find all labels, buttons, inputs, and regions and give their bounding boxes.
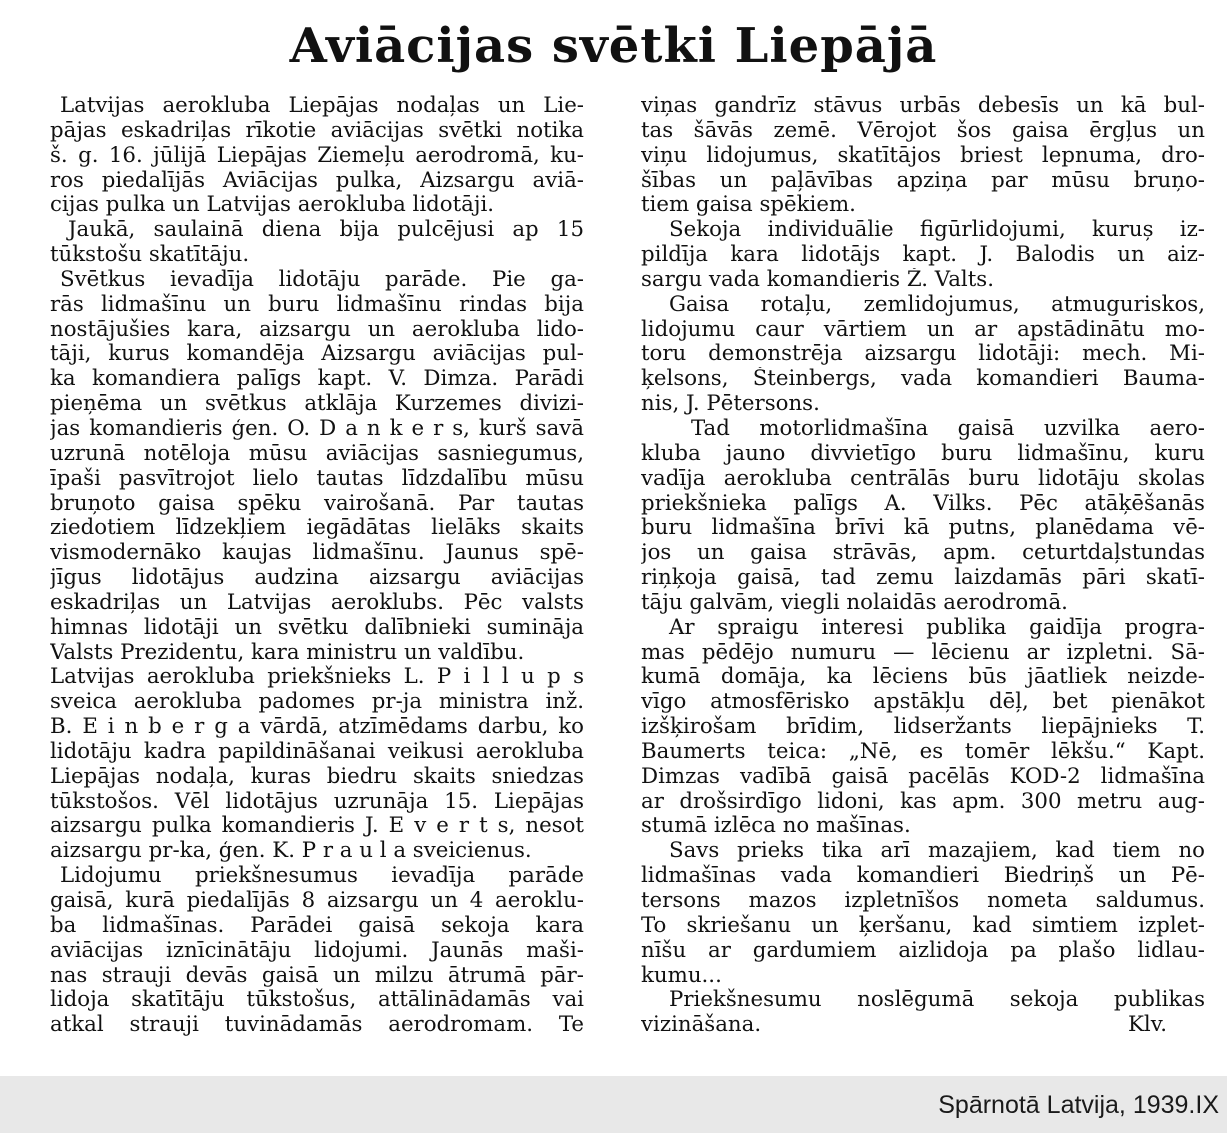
text-line: pildīja kara lidotājs kapt. J. Balodis un aiz- <box>641 243 1205 268</box>
text-line: eskadriļas un Latvijas aeroklubs. Pēc valsts <box>50 590 584 615</box>
text-line: Svētkus ievadīja lidotāju parāde. Pie ga- <box>60 267 584 292</box>
closing-line <box>641 1013 1205 1038</box>
text-line: atkal strauji tuvinādamās aerodromam. Te <box>50 1013 584 1038</box>
text-line: tiem gaisa spēkiem. <box>641 193 856 218</box>
text-line: gaisā, kurā piedalījās 8 aizsargu un 4 aeroklu- <box>50 889 584 913</box>
text-line: jīgus lidotājus audzina aizsargu aviācijas <box>50 566 584 591</box>
text-line: lidoja skatītāju tūkstošus, attālinādamās vai <box>50 988 584 1013</box>
text-line: Ar spraigu interesi publika gaidīja progra- <box>669 615 1205 640</box>
text-line: pieņēma un svētkus atklāja Kurzemes divizi- <box>50 392 584 417</box>
text-line: Gaisa rotaļu, zemlidojumus, atmuguriskos, <box>669 292 1205 317</box>
text-line: kumā domāja, ka lēciens būs jāatliek neizde- <box>641 665 1205 690</box>
text-line: š. g. 16. jūlijā Liepājas Ziemeļu aerodromā, ku- <box>50 143 584 168</box>
author-signature: Klv. <box>1128 1013 1167 1038</box>
text-line: viņas gandrīz stāvus urbās debesīs un kā bul- <box>641 94 1205 118</box>
text-line: viņu lidojumus, skatītājos briest lepnuma, dro- <box>641 143 1205 168</box>
text-line: rās lidmašīnu un buru lidmašīnu rindas bija <box>50 292 584 317</box>
text-line: Latvijas aerokluba Liepājas nodaļas un Lie- <box>60 94 584 118</box>
text-line: nas strauji devās gaisā un milzu ātrumā pār- <box>50 963 584 988</box>
text-line: ar drošsirdīgo lidoni, kas apm. 300 metru aug- <box>641 789 1205 814</box>
text-line: lidotāju kadra papildināšanai veikusi aerokluba <box>50 739 584 764</box>
text-line: Liepājas nodaļa, kuras biedru skaits sniedzas <box>50 764 584 789</box>
text-line: pājas eskadriļas rīkotie aviācijas svētki notika <box>50 118 584 143</box>
left-column <box>50 94 584 1038</box>
text-line: lidojumu caur vārtiem un ar apstādinātu mo- <box>641 317 1205 342</box>
article-title: Aviācijas svētki Liepājā <box>289 18 938 74</box>
text-line: tūkstošos. Vēl lidotājus uzrunāja 15. Liepājas <box>50 789 584 814</box>
text-line: stumā izlēca no mašīnas. <box>641 814 911 839</box>
text-line: aviācijas iznīcinātāju lidojumi. Jaunās maši- <box>50 938 584 963</box>
text-line: aizsargu pr-ka, ģen. K. P r a u l a sveicienus. <box>50 839 532 864</box>
text-line: aizsargu pulka komandieris J. E v e r t s, nesot <box>50 814 584 839</box>
text-line: kluba jauno divvietīgo buru lidmašīnu, kuru <box>641 441 1205 466</box>
text-line: tas šāvās zemē. Vērojot šos gaisa ērgļus un <box>641 118 1205 143</box>
text-line: jas komandieris ģen. O. D a n k e r s, kurš savā <box>50 416 584 441</box>
text-line: ka komandiera palīgs kapt. V. Dimza. Parādi <box>50 367 584 392</box>
text-line: ros piedalījās Aviācijas pulka, Aizsargu aviā- <box>50 168 584 193</box>
text-line: izšķirošam brīdim, lidseržants liepājnieks T. <box>641 715 1205 740</box>
text-line: Sekoja individuālie figūrlidojumi, kuruș iz- <box>669 218 1205 243</box>
text-line: bruņoto gaisa spēku vairošanā. Par tautas <box>50 491 584 516</box>
text-line: tūkstošu skatītāju. <box>50 243 250 268</box>
text-line: uzrunā notēloja mūsu aviācijas sasniegumus, <box>50 441 584 466</box>
text-line: īpaši pasvītrojot lielo tautas līdzdalību mūsu <box>50 466 584 491</box>
text-line: mas pēdējo numuru — lēcienu ar izpletni. Sā- <box>641 640 1205 665</box>
text-line: tāji, kurus komandēja Aizsargu aviācijas pul- <box>50 342 584 367</box>
text-line: tersons mazos izpletnīšos nometa saldumus. <box>641 889 1205 913</box>
text-line: vismodernāko kaujas lidmašīnu. Jaunus spē- <box>50 541 584 566</box>
text-line: Lidojumu priekšnesumus ievadīja parāde <box>60 864 584 889</box>
text-line: lidmašīnas vada komandieri Biedriņš un Pē- <box>641 864 1205 889</box>
text-line: sveica aerokluba padomes pr-ja ministra inž. <box>50 690 584 715</box>
text-line: Baumerts teica: „Nē, es tomēr lēkšu.“ Kapt. <box>641 739 1205 764</box>
text-line: toru demonstrēja aizsargu lidotāji: mech. Mi- <box>641 342 1205 367</box>
text-line: Tad motorlidmašīna gaisā uzvilka aero- <box>691 416 1205 441</box>
text-line: tāju galvām, viegli nolaidās aerodromā. <box>641 590 1068 615</box>
text-line: buru lidmašīna brīvi kā putns, planēdama vē- <box>641 516 1205 541</box>
text-line: Savs prieks tika arī mazajiem, kad tiem no <box>669 839 1205 864</box>
text-line: To skriešanu un ķeršanu, kad simtiem izplet- <box>641 913 1205 938</box>
text-line: ziedotiem līdzekļiem iegādātas lielāks skaits <box>50 516 584 541</box>
text-line: riņķoja gaisā, tad zemu laizdamās pāri skatī- <box>641 566 1205 591</box>
source-footer <box>0 1076 1227 1133</box>
text-line: ķelsons, Šteinbergs, vada komandieri Bauma- <box>641 367 1205 392</box>
right-column <box>641 94 1205 1038</box>
text-line: vadīja aerokluba centrālās buru lidotāju skolas <box>641 466 1205 491</box>
text-line: nostājušies kara, aizsargu un aerokluba lido- <box>50 317 584 342</box>
text-line: kumu... <box>641 963 722 988</box>
text-line: sargu vada komandieris Ž. Valts. <box>641 267 994 292</box>
text-line: nīšu ar gardumiem aizlidoja pa plašo lidlau- <box>641 938 1205 963</box>
text-line: Jaukā, saulainā diena bija pulcējusi ap 15 <box>68 218 584 243</box>
text-line: himnas lidotāji un svētku dalībnieki sumināja <box>50 615 584 640</box>
source-citation: Spārnotā Latvija, 1939.IX <box>938 1091 1219 1119</box>
text-line: jos un gaisa strāvās, apm. ceturtdaļstundas <box>641 541 1205 566</box>
text-line: Priekšnesumu noslēgumā sekoja publikas <box>669 988 1205 1013</box>
text-line: Dimzas vadībā gaisā pacēlās KOD-2 lidmašīna <box>641 764 1205 789</box>
text-line: cijas pulka un Latvijas aerokluba lidotāji. <box>50 193 495 218</box>
text-line: Valsts Prezidentu, kara ministru un valdību. <box>50 640 525 665</box>
text-line: vizināšana. <box>641 1013 762 1038</box>
text-line: nis, J. Pētersons. <box>641 392 820 417</box>
text-line: vīgo atmosfērisko apstākļu dēļ, bet pienākot <box>641 690 1205 715</box>
text-line: šības un paļāvības apziņa par mūsu bruņo- <box>641 168 1205 193</box>
text-line: B. E i n b e r g a vārdā, atzīmēdams darbu, ko <box>50 715 584 740</box>
text-line: priekšnieka palīgs A. Vilks. Pēc atāķēšanās <box>641 491 1205 516</box>
text-line: Latvijas aerokluba priekšnieks L. P i l l u p s <box>50 665 584 690</box>
text-line: ba lidmašīnas. Parādei gaisā sekoja kara <box>50 913 584 938</box>
